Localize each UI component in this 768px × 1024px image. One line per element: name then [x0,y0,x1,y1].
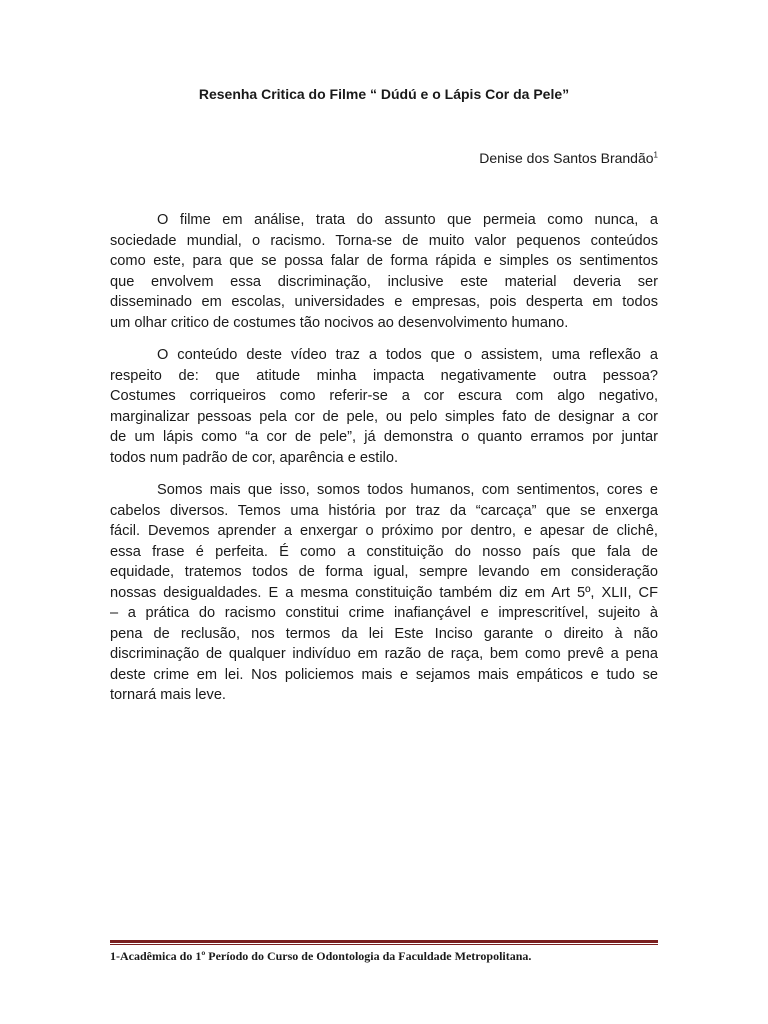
text-line: fácil. Devemos aprender a enxergar o próximo por dentro, e apesar de clichê, [110,523,658,539]
text-line: nossas desigualdades. E a mesma constituição também diz em Art 5º, XLII, CF [110,584,658,601]
document-title: Resenha Critica do Filme “ Dúdú e o Lápis Cor da Pele” [198,86,570,102]
text-line: Somos mais que isso, somos todos humanos, com sentimentos, cores e [157,482,658,498]
text-line: que envolvem essa discriminação, inclusive este material deveria ser [110,273,658,290]
text-line: respeito de: que atitude minha impacta negativamente outra pessoa? [110,367,658,384]
text-line: marginalizar pessoas pela cor de pele, ou pelo simples fato de designar a cor [110,408,658,425]
paragraph-3 [110,480,658,706]
text-line: O conteúdo deste vídeo traz a todos que o assistem, uma reflexão a [157,347,658,363]
footer-divider [110,940,658,945]
text-line: cabelos diversos. Temos uma história por traz da “carcaça” que se enxerga [110,502,658,519]
paragraph-1 [110,210,658,333]
text-line: sociedade mundial, o racismo. Torna-se de muito valor pequenos conteúdos [110,232,658,249]
author-line [479,148,658,168]
text-line: essa frase é perfeita. É como a constituição do nosso país que fala de [110,543,658,560]
text-line: pena de reclusão, nos termos da lei Este Inciso garante o direito à não [110,625,658,642]
text-line: deste crime em lei. Nos policiemos mais e sejamos mais empáticos e tudo se [110,666,658,683]
text-line: equidade, tratemos todos de forma igual, sempre levando em consideração [110,564,658,580]
text-line: um olhar critico de costumes tão nocivos ao desenvolvimento humano. [110,314,569,331]
text-line: – a prática do racismo constitui crime inafiançável e imprescritível, sujeito à [110,605,658,621]
author-name: Denise dos Santos Brandão [479,150,654,166]
text-line: todos num padrão de cor, aparência e estilo. [110,449,399,466]
review-body [110,210,658,718]
text-line: discriminação de qualquer indivíduo em razão de raça, bem como prevê a pena [110,646,658,662]
text-line: de um lápis como “a cor de pele”, já demonstra o quanto erramos por juntar [110,429,658,445]
text-line: como este, para que se possa falar de forma rápida e simples os sentimentos [110,253,658,269]
author-footnote-mark: 1 [653,150,658,160]
text-line: disseminado em escolas, universidades e empresas, pois desperta em todos [110,294,658,310]
footnote: 1-Acadêmica do 1º Período do Curso de Odontologia da Faculdade Metropolitana. [110,949,532,963]
paragraph-2 [110,345,658,468]
text-line: Costumes corriqueiros como referir-se a cor escura com algo negativo, [110,388,658,404]
text-line: tornará mais leve. [110,687,226,703]
text-line: O filme em análise, trata do assunto que permeia como nunca, a [157,212,658,228]
